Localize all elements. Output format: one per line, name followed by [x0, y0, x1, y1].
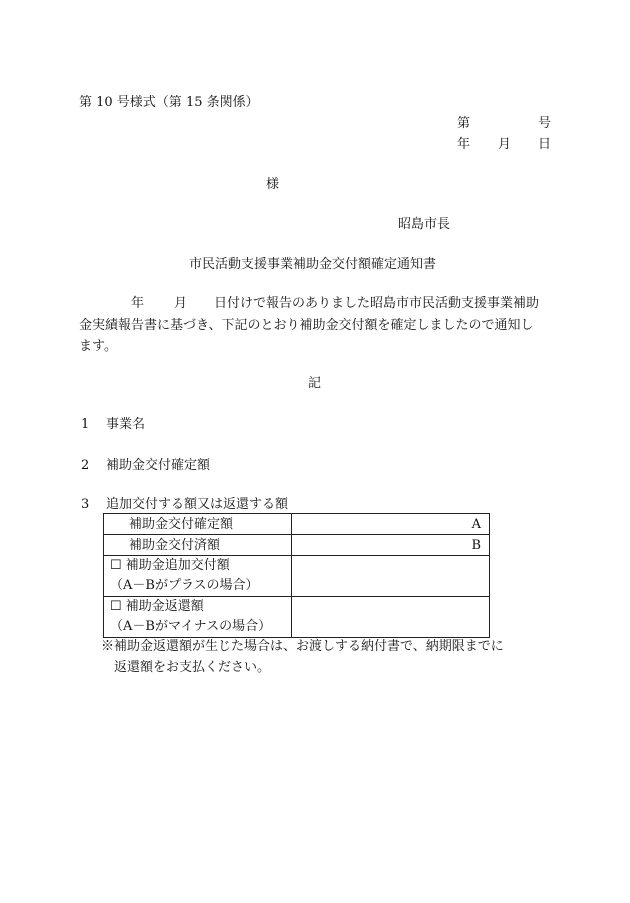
document-title: 市民活動支援事業補助金交付額確定通知書 — [189, 257, 437, 272]
table-row — [104, 514, 490, 535]
paid-amount-label: 補助金交付済額 — [104, 535, 292, 556]
item-3-number: 3 — [81, 497, 90, 512]
recipient: 様 — [266, 177, 280, 192]
body-line-1: 日付けで報告のありました昭島市市民活動支援事業補助 — [214, 296, 540, 311]
additional-amount-value — [292, 556, 490, 597]
confirmed-amount-value: A — [292, 514, 490, 535]
additional-amount-cell — [104, 556, 292, 597]
doc-number-suffix: 号 — [538, 116, 552, 131]
date-year: 年 — [457, 137, 471, 152]
paid-amount-value: B — [292, 535, 490, 556]
item-1-number: 1 — [81, 417, 90, 432]
ki-heading: 記 — [308, 376, 322, 391]
item-2-number: 2 — [81, 458, 90, 473]
amount-table — [103, 513, 490, 638]
table-row — [104, 556, 490, 597]
sender: 昭島市長 — [398, 217, 451, 232]
doc-number-prefix: 第 — [457, 116, 471, 131]
item-1-label: 事業名 — [106, 417, 146, 432]
date-month: 月 — [498, 137, 512, 152]
item-3-label: 追加交付する額又は返還する額 — [106, 497, 289, 512]
note-line-2: 返還額をお支払ください。 — [114, 660, 271, 675]
refund-amount-cell — [104, 597, 292, 638]
form-number: 第 10 号様式（第 15 条関係） — [79, 95, 259, 110]
table-row — [104, 535, 490, 556]
body-month: 月 — [174, 296, 188, 311]
additional-amount-label: ☐ 補助金追加交付額 — [110, 558, 230, 573]
date-day: 日 — [538, 137, 552, 152]
body-line-3: ます。 — [79, 339, 117, 354]
confirmed-amount-label: 補助金交付確定額 — [104, 514, 292, 535]
item-2-label: 補助金交付確定額 — [106, 458, 211, 473]
table-row — [104, 597, 490, 638]
body-line-2: 金実績報告書に基づき、下記のとおり補助金交付額を確定しましたので通知し — [79, 318, 534, 333]
additional-amount-condition: （A－Bがプラスの場合） — [110, 578, 259, 593]
refund-amount-value — [292, 597, 490, 638]
note-line-1: ※補助金返還額が生じた場合は、お渡しする納付書で、納期限までに — [101, 639, 504, 654]
refund-amount-condition: （A－Bがマイナスの場合） — [110, 619, 272, 634]
refund-amount-label: ☐ 補助金返還額 — [110, 599, 204, 614]
body-year: 年 — [131, 296, 145, 311]
